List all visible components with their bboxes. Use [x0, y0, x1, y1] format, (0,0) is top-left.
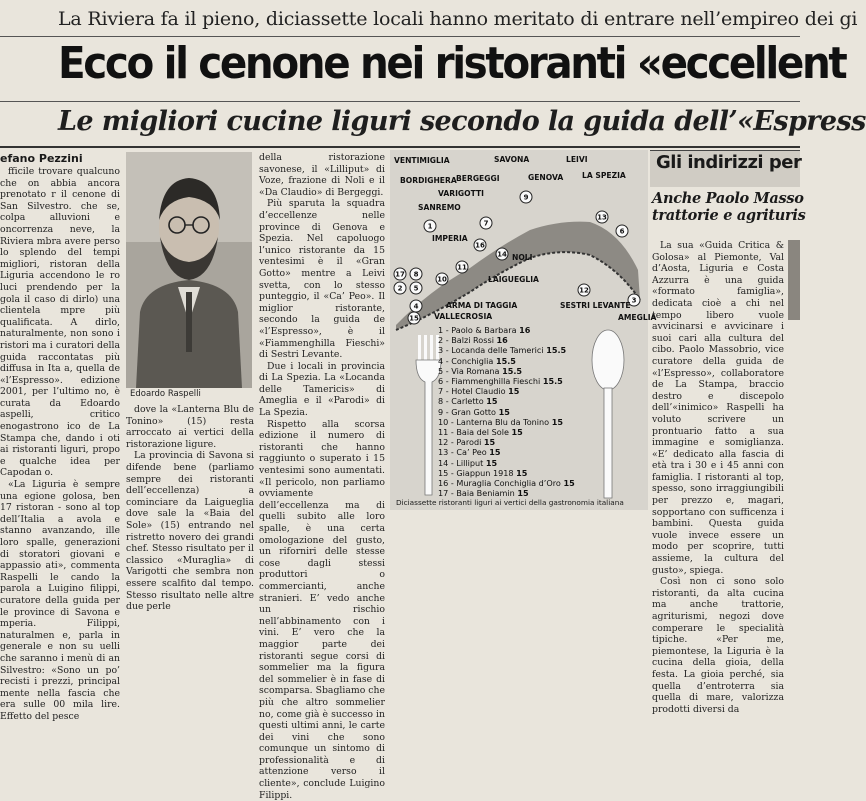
- legend-row: [438, 488, 575, 498]
- legend-name: Baia Beniamin: [456, 488, 518, 499]
- legend-row: [438, 335, 575, 345]
- town-label: VALLECROSIA: [434, 312, 493, 321]
- restaurant-marker: [394, 268, 406, 280]
- legend-score: 15.5: [502, 365, 523, 376]
- legend-row: [438, 437, 575, 447]
- legend-number: 7 -: [438, 386, 452, 397]
- legend-number: 2 -: [438, 335, 452, 346]
- legend-number: 17 -: [438, 488, 457, 499]
- svg-text:8: 8: [413, 270, 419, 279]
- svg-text:5: 5: [413, 284, 419, 293]
- legend-name: Via Romana: [451, 365, 503, 376]
- legend-row: [438, 345, 575, 355]
- legend-name: Balzi Rossi: [451, 335, 497, 346]
- svg-text:9: 9: [523, 193, 529, 202]
- town-label: GENOVA: [528, 173, 564, 182]
- legend-row: [438, 458, 575, 468]
- restaurant-marker: [520, 191, 532, 203]
- town-label: SANREMO: [418, 203, 461, 212]
- legend-score: 15: [516, 467, 528, 478]
- paragraph: Così non ci sono solo ristoranti, da alta cucina ma anche trattorie, agriturismi, negozi dove comperare le specialità tipiche. «Per me, piemontese, la Liguria è la cucina della gioia, della festa. La gioia perché, sia quella d’entroterra sia quella di mare, valorizza prodotti diversi da: [652, 576, 784, 715]
- town-label: LEIVI: [566, 155, 588, 164]
- restaurant-marker: [456, 261, 468, 273]
- legend-name: Baia del Sole: [456, 427, 512, 438]
- sidebar-article: [652, 240, 784, 715]
- restaurant-marker: [410, 300, 422, 312]
- legend-name: Hotel Claudio: [451, 386, 509, 397]
- article-column-2: [126, 404, 254, 613]
- legend-score: 15: [489, 447, 501, 458]
- legend-score: 15: [485, 457, 498, 468]
- town-label: IMPERIA: [432, 234, 468, 243]
- legend-row: [438, 447, 575, 457]
- restaurant-marker: [394, 282, 406, 294]
- svg-text:14: 14: [497, 250, 507, 259]
- town-label: SAVONA: [494, 155, 530, 164]
- legend-score: 15: [483, 437, 496, 448]
- headline: Ecco il cenone nei ristoranti «eccellent: [58, 38, 846, 89]
- town-label: LA SPEZIA: [582, 171, 626, 180]
- cropped-photo: [788, 240, 800, 320]
- legend-name: Parodi: [456, 437, 484, 448]
- svg-text:6: 6: [619, 227, 625, 236]
- restaurant-legend: [438, 325, 575, 498]
- legend-row: [438, 427, 575, 437]
- sidebar-subtitle-line: trattorie e agrituris: [652, 207, 806, 224]
- legend-score: 15.5: [546, 345, 567, 356]
- legend-name: Carletto: [451, 396, 487, 407]
- divider: [0, 101, 800, 102]
- legend-score: 15: [508, 386, 520, 397]
- legend-score: 15: [498, 406, 510, 417]
- legend-row: [438, 468, 575, 478]
- town-label: VENTIMIGLIA: [394, 156, 450, 165]
- town-label: SESTRI LEVANTE: [560, 301, 631, 310]
- restaurant-marker: [474, 239, 486, 251]
- legend-name: Ca’ Peo: [456, 447, 490, 458]
- restaurant-marker: [424, 220, 436, 232]
- paragraph: fficile trovare qualcuno che on abbia ancora prenotato r il cenone di San Silvestro. che se, colpa alluvioni e oncorrenza neve, la Riviera mbra avere perso lo splendo del tempi migliori, ristoran della Liguria accendono le ro luci prendendo per la gola il caso di dirlo) una clientela mpre più qualificata. A dirlo, naturalmente, non sono i ristori ma i curatori della guida raccontatas più diffusa in Ita a, quella de «l’Espresso». edizione 2001, per l’ultimo no, è curata da Edoardo aspelli, critico enogastrono ico de La Stampa che, dando i oti ai ristoranti liguri, propo e qualche idea per Capodan o.: [0, 166, 120, 479]
- legend-name: Lanterna Blu da Tonino: [456, 416, 552, 427]
- legend-number: 16 -: [438, 478, 457, 489]
- svg-text:16: 16: [475, 241, 485, 250]
- legend-score: 15: [551, 416, 563, 427]
- legend-score: 15: [511, 427, 523, 438]
- svg-text:2: 2: [397, 284, 403, 293]
- paragraph: dove la «Lanterna Blu de Tonino» (15) resta arroccato ai vertici della ristorazione ligure.: [126, 404, 254, 450]
- legend-name: Locanda delle Tamerici: [451, 345, 547, 356]
- legend-number: 10 -: [438, 416, 457, 427]
- legend-row: [438, 356, 575, 366]
- legend-score: 15.5: [542, 376, 563, 387]
- paragraph: Più sparuta la squadra d’eccellenze nelle province di Genova e Spezia. Nel capoluogo l’unico ristorante da 15 ventesimi è il «Gran Gotto» mentre a Leivi svetta, con lo stesso punteggio, il «Ca’ Peo». Il miglior ristorante, secondo la guida de «l’Espresso», è il «Fiammenghilla Fieschi» di Sestri Levante.: [259, 198, 385, 361]
- legend-row: [438, 325, 575, 335]
- map-caption: Diciassette ristoranti liguri ai vertici della gastronomia italiana: [396, 498, 624, 507]
- subheadline: Le migliori cucine liguri secondo la guida dell’«Espress: [58, 106, 866, 137]
- legend-number: 13 -: [438, 447, 457, 458]
- restaurant-marker: [496, 248, 508, 260]
- town-label: LAIGUEGLIA: [488, 275, 539, 284]
- sidebar-subtitle-line: Anche Paolo Masso: [652, 190, 804, 207]
- legend-number: 12 -: [438, 437, 457, 448]
- town-label: BORDIGHERA: [400, 176, 457, 185]
- paragraph: Rispetto alla scorsa edizione il numero di ristoranti che hanno raggiunto o superato i 15 ventesimi sono aumentati. «Il pericolo, non parliamo ovviamente dell’eccellenza ma di quelli subito alle loro spalle, è una certa omologazione del gusto, un riforniri delle stesse cose dagli stessi produttori o commercianti, anche stranieri. E’ vedo anche un rischio nell’abbinamento con i vini. E’ vero che la maggior parte dei ristoranti segue corsi di sommelier ma la figura del sommelier è in fase di scomparsa. Sbagliamo che più che altro sommelier no, come già è successo in questi ultimi anni, le carte dei vini che sono comunque un sintomo di professionalità e di attenzione verso il cliente», conclude Luigino Filippi.: [259, 418, 385, 801]
- article-column-1: [0, 166, 120, 722]
- town-label: BERGEGGI: [456, 174, 500, 183]
- town-label: AMEGLIA: [618, 313, 657, 322]
- legend-number: 5 -: [438, 365, 452, 376]
- legend-name: Paolo & Barbara: [451, 325, 520, 335]
- legend-number: 9 -: [438, 406, 452, 417]
- restaurant-marker: [410, 282, 422, 294]
- photo-caption: Edoardo Raspelli: [130, 389, 201, 399]
- sidebar-title: Gli indirizzi per: [656, 152, 802, 173]
- svg-text:17: 17: [395, 270, 405, 279]
- author-photo: [126, 152, 252, 388]
- restaurant-map-graphic: [390, 150, 657, 510]
- svg-text:11: 11: [457, 263, 467, 272]
- legend-row: [438, 478, 575, 488]
- legend-row: [438, 407, 575, 417]
- paragraph: «La Liguria è sempre una egione golosa, ben 17 ristoran - sono al top dell’Italia a avola e stanno avanzando, ille loro spalle, generazioni di storatori giovani e appassio ati», commenta Raspelli le cando la parola a Luigino filippi, curatore della guida per le province di Savona e mperia. Filippi, naturalmen e, parla in generale e non su uelli che saranno i menù di an Silvestro: «Sono un po’ recisti i prezzi, principal mente nella fascia che era sulle 00 mila lire. Effetto del pesce: [0, 479, 120, 722]
- restaurant-marker: [616, 225, 628, 237]
- article-column-3: [259, 152, 385, 801]
- legend-number: 4 -: [438, 355, 452, 366]
- svg-text:10: 10: [437, 275, 447, 284]
- legend-name: Fiammenghilla Fieschi: [451, 376, 543, 387]
- svg-text:3: 3: [631, 296, 637, 305]
- restaurant-marker: [480, 217, 492, 229]
- restaurant-marker: [578, 284, 590, 296]
- legend-score: 15.5: [495, 355, 516, 366]
- restaurant-marker: [410, 268, 422, 280]
- town-label: NOLI: [512, 253, 533, 262]
- restaurant-marker: [596, 211, 608, 223]
- sidebar-subtitle: [652, 190, 805, 224]
- legend-score: 15: [486, 396, 498, 407]
- svg-text:13: 13: [597, 213, 607, 222]
- legend-score: 16: [519, 325, 531, 335]
- paragraph: La sua «Guida Critica & Golosa» al Piemonte, Val d’Aosta, Liguria e Costa Azzurra è una guida «formato famiglia», dedicata cioè a chi nel tempo libero vuole avvicinarsi e avvicinare i suoi cari alla cultura del cibo. Paolo Massobrio, vice curatore della guida de «l’Espresso», collaboratore de La Stampa, braccio destro e discepolo dell’«inimico» Raspelli ha voluto scrivere un prontuario fatto a sua immagine e somiglianza. «E’ dedicato alla fascia di età tra i 30 e i 45 anni con famiglia. I ristoranti al top, spesso, sono irraggiungibili per prezzo e, magari, sopportano con sufficenza i bambini. Questa guida vuole invece essere un modo per scoprire, tutti assieme, la cultura del gusto», spiega.: [652, 240, 784, 576]
- legend-number: 15 -: [438, 467, 457, 478]
- divider: [0, 146, 800, 148]
- legend-number: 3 -: [438, 345, 452, 356]
- town-label: VARIGOTTI: [438, 189, 484, 198]
- legend-number: 6 -: [438, 376, 452, 387]
- legend-row: [438, 386, 575, 396]
- legend-score: 15: [563, 478, 575, 489]
- legend-row: [438, 376, 575, 386]
- legend-name: Gran Gotto: [451, 406, 499, 417]
- legend-number: 1 -: [438, 325, 452, 335]
- spoon-icon: [592, 330, 624, 498]
- paragraph: La provincia di Savona si difende bene (parliamo sempre dei ristoranti dell’eccellenza) a cominciare da Laigueglia dove sale la «Baia del Sole» (15) entrando nel ristretto novero dei grandi chef. Stesso risultato per il classico «Muraglia» di Varigotti che sembra non essere scalfito dal tempo. Stesso risultato nelle altre due perle: [126, 450, 254, 613]
- legend-name: Lilliput: [456, 457, 486, 468]
- legend-number: 8 -: [438, 396, 452, 407]
- svg-text:15: 15: [409, 314, 419, 323]
- legend-row: [438, 366, 575, 376]
- legend-name: Muraglia Conchiglia d’Oro: [456, 478, 564, 489]
- legend-number: 11 -: [438, 427, 457, 438]
- byline: efano Pezzini: [0, 152, 83, 165]
- legend-score: 16: [496, 335, 508, 346]
- legend-score: 15: [517, 488, 529, 499]
- svg-text:12: 12: [579, 286, 589, 295]
- restaurant-marker: [408, 312, 420, 324]
- divider: [0, 36, 800, 37]
- paragraph: della ristorazione savonese, il «Lilliput» di Voze, frazione di Noli e il «Da Claudio» di Bergeggi.: [259, 152, 385, 198]
- legend-row: [438, 417, 575, 427]
- svg-text:7: 7: [483, 219, 489, 228]
- paragraph: Due i locali in provincia di La Spezia. La «Locanda delle Tamericis» di Ameglia e il «Parodi» di La Spezia.: [259, 360, 385, 419]
- svg-text:1: 1: [427, 222, 433, 231]
- restaurant-marker: [436, 273, 448, 285]
- town-label: ARMA DI TAGGIA: [446, 301, 518, 310]
- legend-name: Giappun 1918: [456, 467, 517, 478]
- legend-name: Conchiglia: [451, 355, 496, 366]
- kicker: La Riviera fa il pieno, diciassette locali hanno meritato di entrare nell’empireo dei gi: [58, 8, 858, 30]
- legend-number: 14 -: [438, 457, 457, 468]
- svg-text:4: 4: [413, 302, 419, 311]
- legend-row: [438, 396, 575, 406]
